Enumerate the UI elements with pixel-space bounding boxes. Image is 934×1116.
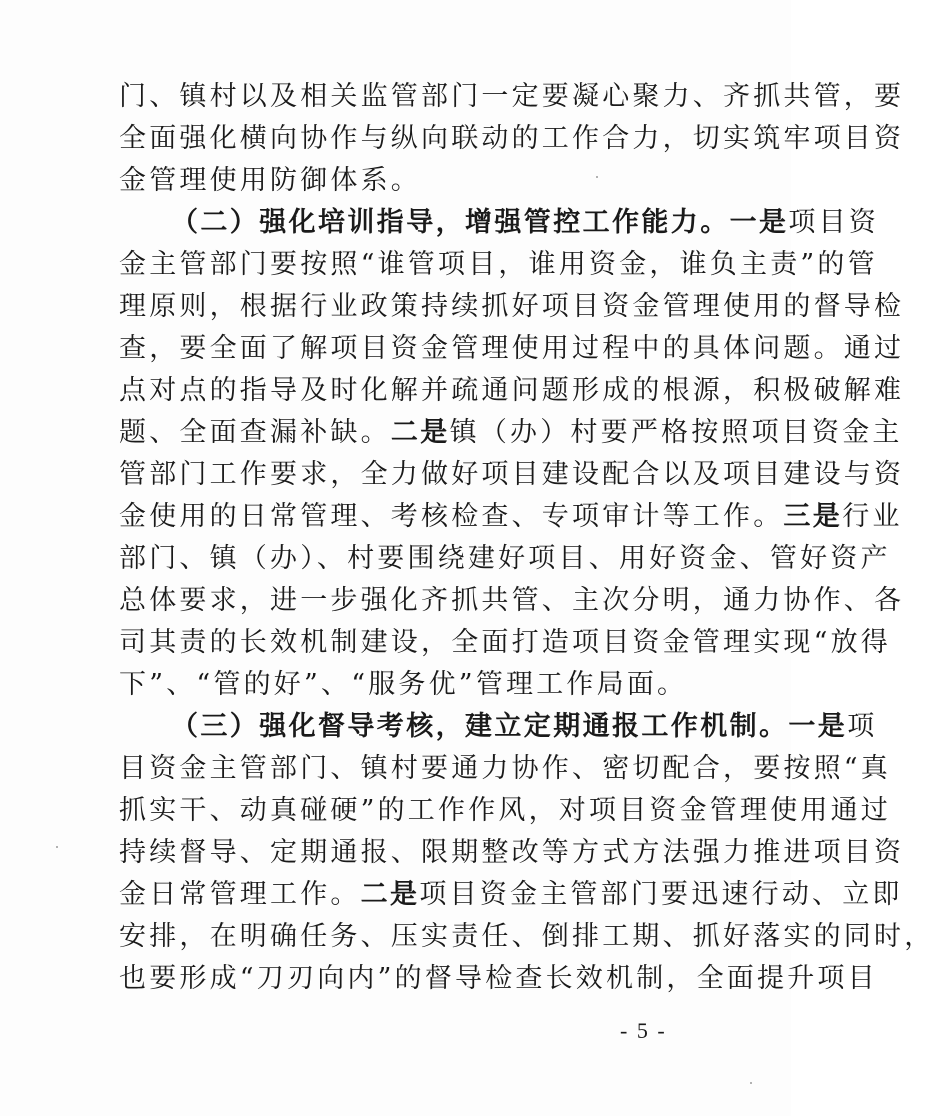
body-text: 镇（办）村要严格按照项目资金主 [449,417,903,448]
body-text: 题、全面查漏补缺。 [119,417,391,448]
text-line: 持续督导、定期通报、限期整改等方式方法强力推进项目资 [119,837,905,868]
text-line: 抓实干、动真碰硬”的工作作风，对项目资金管理使用通过 [119,795,892,826]
section-heading-2 [119,202,880,244]
emphasis-text: 一是 [788,711,848,742]
body-text: 项目资 [788,207,880,238]
text-line: 司其责的长效机制建设，全面打造项目资金管理实现“放得 [119,627,892,658]
body-text: 项目资金主管部门要迅速行动、立即 [419,879,903,910]
text-line [119,496,903,538]
heading-text: （二）强化培训指导，增强管控工作能力。 [171,207,730,238]
emphasis-text: 二是 [390,417,450,448]
section-heading-3 [119,706,878,748]
body-text: 金日常管理工作。 [119,879,361,910]
emphasis-text: 二是 [360,879,420,910]
text-line: 部门、镇（办）、村要围绕建好项目、用好资金、管好资产 [119,543,891,574]
text-line: 下”、“管的好”、“服务优”管理工作局面。 [119,669,688,700]
text-line: 也要形成“刀刃向内”的督导检查长效机制，全面提升项目 [119,963,878,994]
body-text: 金使用的日常管理、考核检查、专项审计等工作。 [119,501,784,532]
text-line: 点对点的指导及时化解并疏通问题形成的根源，积极破解难 [119,375,905,406]
text-line: 查，要全面了解项目资金管理使用过程中的具体问题。通过 [119,333,905,364]
body-text: 项 [847,711,878,742]
text-line [119,412,903,454]
emphasis-text: 三是 [783,501,843,532]
scan-speck [750,1082,752,1084]
text-line: 安排，在明确任务、压实责任、倒排工期、抓好落实的同时， [119,921,934,952]
scan-speck [596,176,598,178]
text-line: 金管理使用防御体系。 [119,165,421,196]
text-line: 目资金主管部门、镇村要通力协作、密切配合，要按照“真 [119,753,892,784]
scan-speck [56,846,58,848]
emphasis-text: 一是 [729,207,789,238]
heading-text: （三）强化督导考核，建立定期通报工作机制。 [171,711,789,742]
text-line: 总体要求，进一步强化齐抓共管、主次分明，通力协作、各 [119,585,905,616]
text-line: 理原则，根据行业政策持续抓好项目资金管理使用的督导检 [119,291,905,322]
text-line: 门、镇村以及相关监管部门一定要凝心聚力、齐抓共管，要 [119,81,905,112]
text-line: 全面强化横向协作与纵向联动的工作合力，切实筑牢项目资 [119,123,905,154]
text-line: 金主管部门要按照“谁管项目，谁用资金，谁负主责”的管 [119,249,878,280]
text-line [119,874,903,916]
body-text: 行业 [842,501,903,532]
text-line: 管部门工作要求，全力做好项目建设配合以及项目建设与资 [119,459,905,490]
page-number: - 5 - [620,1018,667,1043]
